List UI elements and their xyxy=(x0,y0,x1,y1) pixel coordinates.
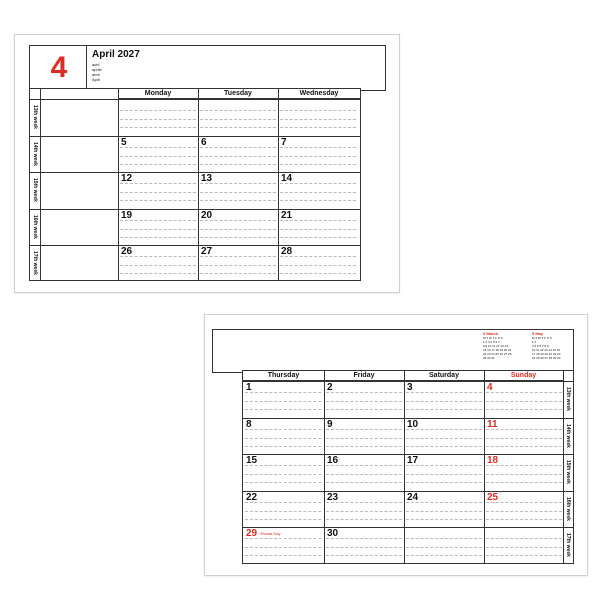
week-label: 14th week xyxy=(565,423,571,448)
date-number: 12 xyxy=(121,173,133,184)
date-number: 11 xyxy=(487,418,498,430)
planner-page-right xyxy=(204,314,588,576)
week-label: 17th week xyxy=(565,533,571,558)
day-cell[interactable] xyxy=(278,245,358,282)
week-label: 17th week xyxy=(32,251,38,276)
day-header-monday: Monday xyxy=(118,89,198,99)
week-grid-left xyxy=(29,88,361,281)
day-cell[interactable] xyxy=(198,209,278,246)
date-number: 1 xyxy=(246,382,252,393)
holiday-label: Showa Day xyxy=(260,531,281,536)
day-cell[interactable] xyxy=(198,99,278,136)
day-cell[interactable] xyxy=(118,245,198,282)
day-cell[interactable] xyxy=(278,99,358,136)
month-number: 4 xyxy=(50,51,68,84)
date-number: 21 xyxy=(281,209,293,221)
day-cell[interactable] xyxy=(404,381,484,418)
date-number: 23 xyxy=(327,491,339,503)
date-number: 18 xyxy=(487,455,499,466)
month-names: avril aprile abril April xyxy=(92,62,102,82)
day-cell[interactable] xyxy=(118,99,198,136)
date-number: 24 xyxy=(407,491,419,503)
date-number: 15 xyxy=(246,455,258,466)
day-cell[interactable] xyxy=(484,418,564,455)
day-cell[interactable] xyxy=(404,454,484,491)
date-number: 8 xyxy=(246,418,252,430)
month-header-right xyxy=(212,329,574,373)
day-cell[interactable] xyxy=(484,454,564,491)
month-title: April 2027 xyxy=(92,49,140,60)
mini-calendar-march: 3 March M T W T F S S 1 2 3 4 5 6 7 8 9 10 11 12 13 14 15 16 17 18 19 20 21 22 23 24 25 26 27 28 29 30 31 xyxy=(483,331,512,360)
month-header xyxy=(29,45,386,91)
day-cell[interactable] xyxy=(118,172,198,209)
day-header-friday: Friday xyxy=(324,371,404,381)
day-cell[interactable] xyxy=(404,527,484,564)
day-cell[interactable] xyxy=(404,491,484,528)
day-cell[interactable] xyxy=(324,381,404,418)
date-number: 2 xyxy=(327,382,333,393)
day-cell[interactable] xyxy=(198,172,278,209)
day-cell[interactable] xyxy=(324,491,404,528)
date-number: 28 xyxy=(281,246,293,257)
week-grid-right xyxy=(242,370,574,564)
week-label: 14th week xyxy=(32,141,38,166)
day-cell[interactable] xyxy=(484,527,564,564)
day-cell[interactable] xyxy=(243,527,323,564)
day-cell[interactable] xyxy=(484,491,564,528)
mini-calendar-may: 5 May M T W T F S S 1 2 3 4 5 6 7 8 9 10 11 12 13 14 15 16 17 18 19 20 21 22 23 24 25 26 27 28 29 30 xyxy=(532,331,561,360)
date-number: 22 xyxy=(246,491,258,503)
week-label: 13th week xyxy=(32,105,38,130)
day-cell[interactable] xyxy=(324,418,404,455)
day-cell[interactable] xyxy=(198,136,278,173)
date-number: 16 xyxy=(327,455,339,466)
date-number: 20 xyxy=(201,209,213,221)
day-cell[interactable] xyxy=(404,418,484,455)
planner-page-left xyxy=(14,34,400,293)
date-number: 26 xyxy=(121,246,133,257)
date-number: 13 xyxy=(201,173,213,184)
day-cell[interactable] xyxy=(324,527,404,564)
day-cell[interactable] xyxy=(278,209,358,246)
date-number: 27 xyxy=(201,246,213,257)
day-cell[interactable] xyxy=(243,454,323,491)
day-cell[interactable] xyxy=(484,381,564,418)
date-number: 9 xyxy=(327,418,333,430)
day-header-tuesday: Tuesday xyxy=(198,89,278,99)
date-number: 3 xyxy=(407,382,413,393)
date-number: 7 xyxy=(281,136,287,148)
day-cell[interactable] xyxy=(324,454,404,491)
day-cell[interactable] xyxy=(243,418,323,455)
day-header-sunday: Sunday xyxy=(484,371,563,381)
week-label: 15th week xyxy=(32,178,38,203)
date-number: 29 xyxy=(246,528,258,539)
date-number: 5 xyxy=(121,136,127,148)
date-number: 4 xyxy=(487,382,493,393)
date-number: 17 xyxy=(407,455,419,466)
day-header-wednesday: Wednesday xyxy=(278,89,360,99)
day-cell[interactable] xyxy=(278,172,358,209)
day-cell[interactable] xyxy=(243,381,323,418)
date-number: 19 xyxy=(121,209,133,221)
date-number: 30 xyxy=(327,528,339,539)
day-cell[interactable] xyxy=(243,491,323,528)
day-header-saturday: Saturday xyxy=(404,371,484,381)
date-number: 25 xyxy=(487,491,499,503)
week-label: 16th week xyxy=(32,214,38,239)
day-cell[interactable] xyxy=(118,136,198,173)
date-number: 14 xyxy=(281,173,293,184)
day-cell[interactable] xyxy=(278,136,358,173)
week-label: 16th week xyxy=(565,496,571,521)
date-number: 6 xyxy=(201,136,207,148)
day-header-thursday: Thursday xyxy=(243,371,324,381)
day-cell[interactable] xyxy=(198,245,278,282)
day-cell[interactable] xyxy=(118,209,198,246)
date-number: 10 xyxy=(407,418,419,430)
week-label: 15th week xyxy=(565,460,571,485)
week-label: 13th week xyxy=(565,387,571,412)
